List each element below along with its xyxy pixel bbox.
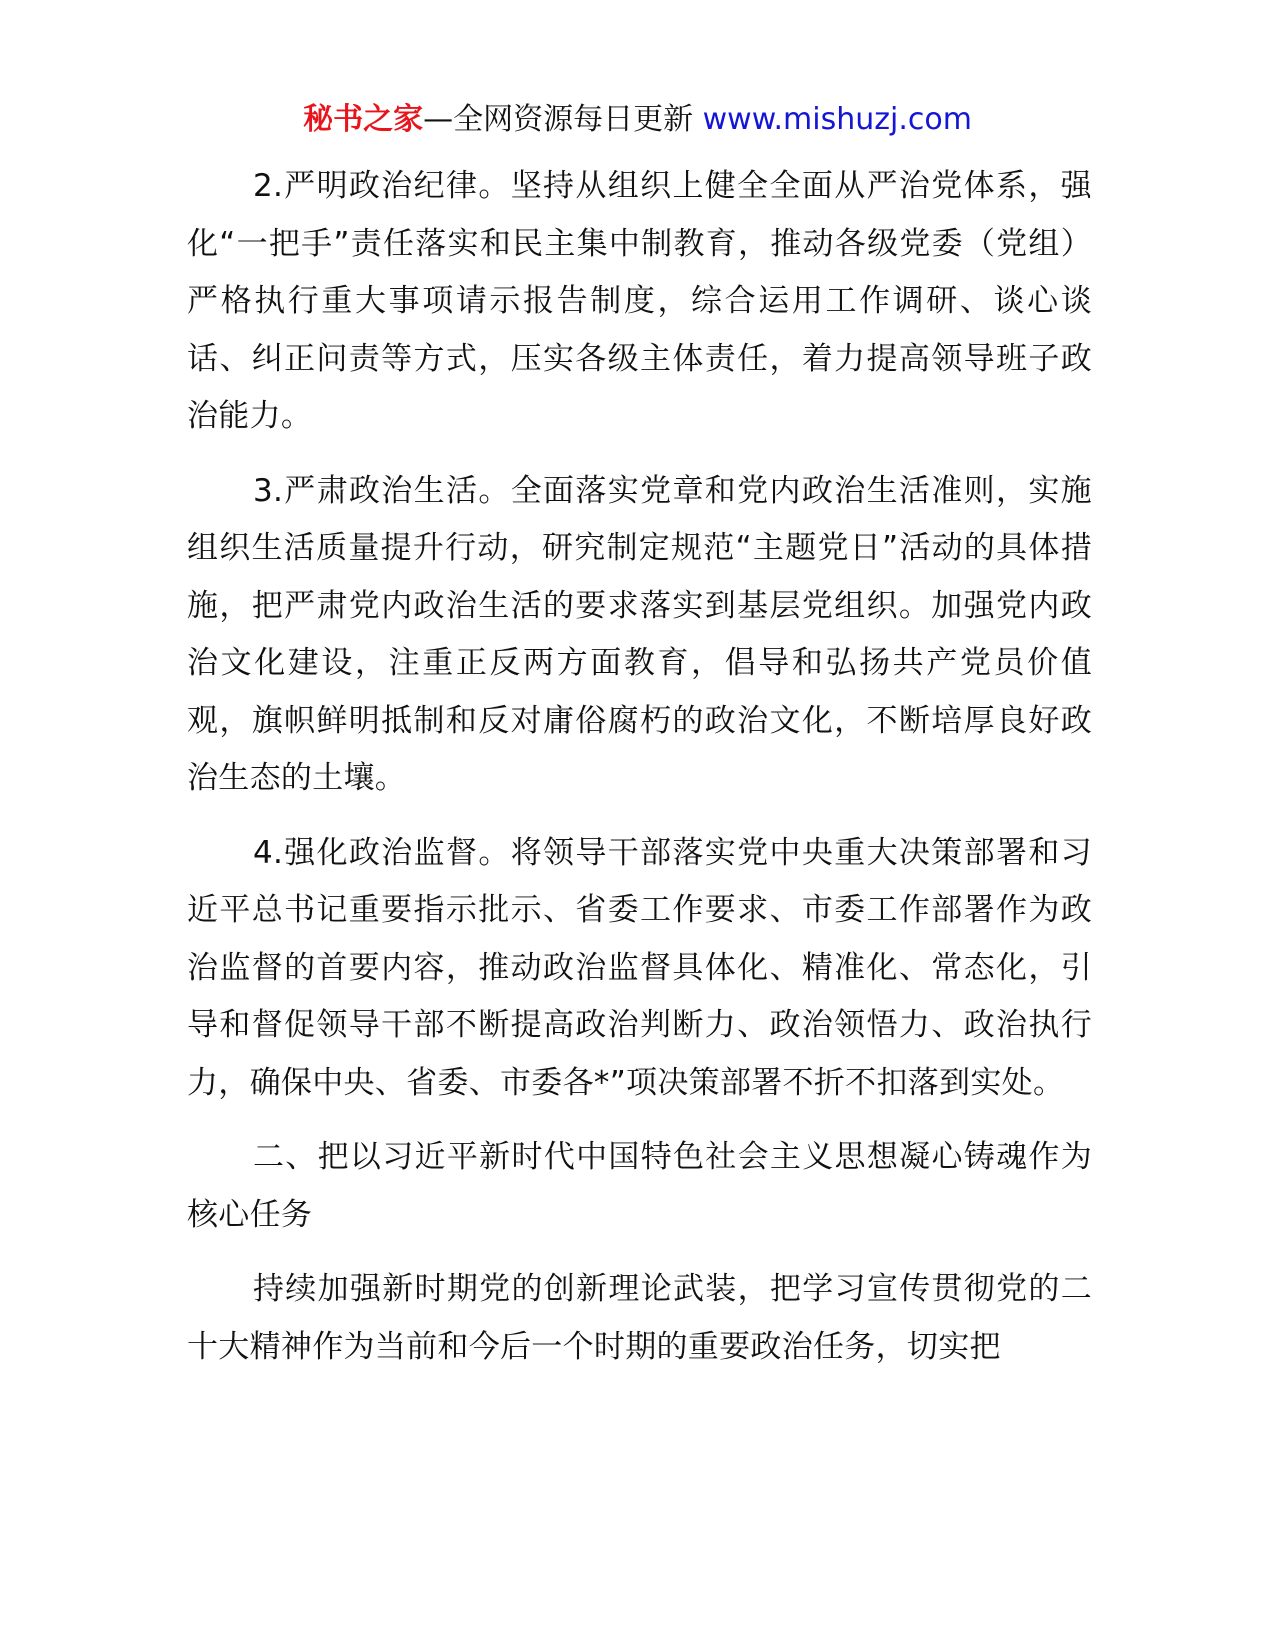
paragraph-political-discipline: 2.严明政治纪律。坚持从组织上健全全面从严治党体系，强化“一把手”责任落实和民主集中制教育，推动各级党委（党组）严格执行重大事项请示报告制度，综合运用工作调研、谈心谈话、纠正问责等方式，压实各级主体责任，着力提高领导班子政治能力。 [187, 168, 1092, 434]
paragraph-political-supervision: 4.强化政治监督。将领导干部落实党中央重大决策部署和习近平总书记重要指示批示、省委工作要求、市委工作部署作为政治监督的首要内容，推动政治监督具体化、精准化、常态化，引导和督促领导干部不断提高政治判断力、政治领悟力、政治执行力，确保中央、省委、市委各*”项决策部署不折不扣落到实处。 [187, 834, 1092, 1101]
paragraph-political-life: 3.严肃政治生活。全面落实党章和党内政治生活准则，实施组织生活质量提升行动，研究制定规范“主题党日”活动的具体措施，把严肃党内政治生活的要求落实到基层党组织。加强党内政治文化建设，注重正反两方面教育，倡导和弘扬共产党员价值观，旗帜鲜明抵制和反对庸俗腐朽的政治文化，不断培厚良好政治生态的土壤。 [187, 472, 1092, 796]
site-brand-name: 秘书之家 [303, 102, 424, 137]
site-tagline: —全网资源每日更新 [423, 102, 694, 137]
document-body [187, 158, 1092, 1393]
section-heading-core-task: 二、把以习近平新时代中国特色社会主义思想凝心铸魂作为核心任务 [187, 1139, 1092, 1233]
paragraph-theory-armament: 持续加强新时期党的创新理论武装，把学习宣传贯彻党的二十大精神作为当前和今后一个时期的重要政治任务，切实把 [187, 1271, 1092, 1365]
site-url-link[interactable]: www.mishuzj.com [702, 102, 972, 137]
site-banner [0, 100, 1275, 140]
